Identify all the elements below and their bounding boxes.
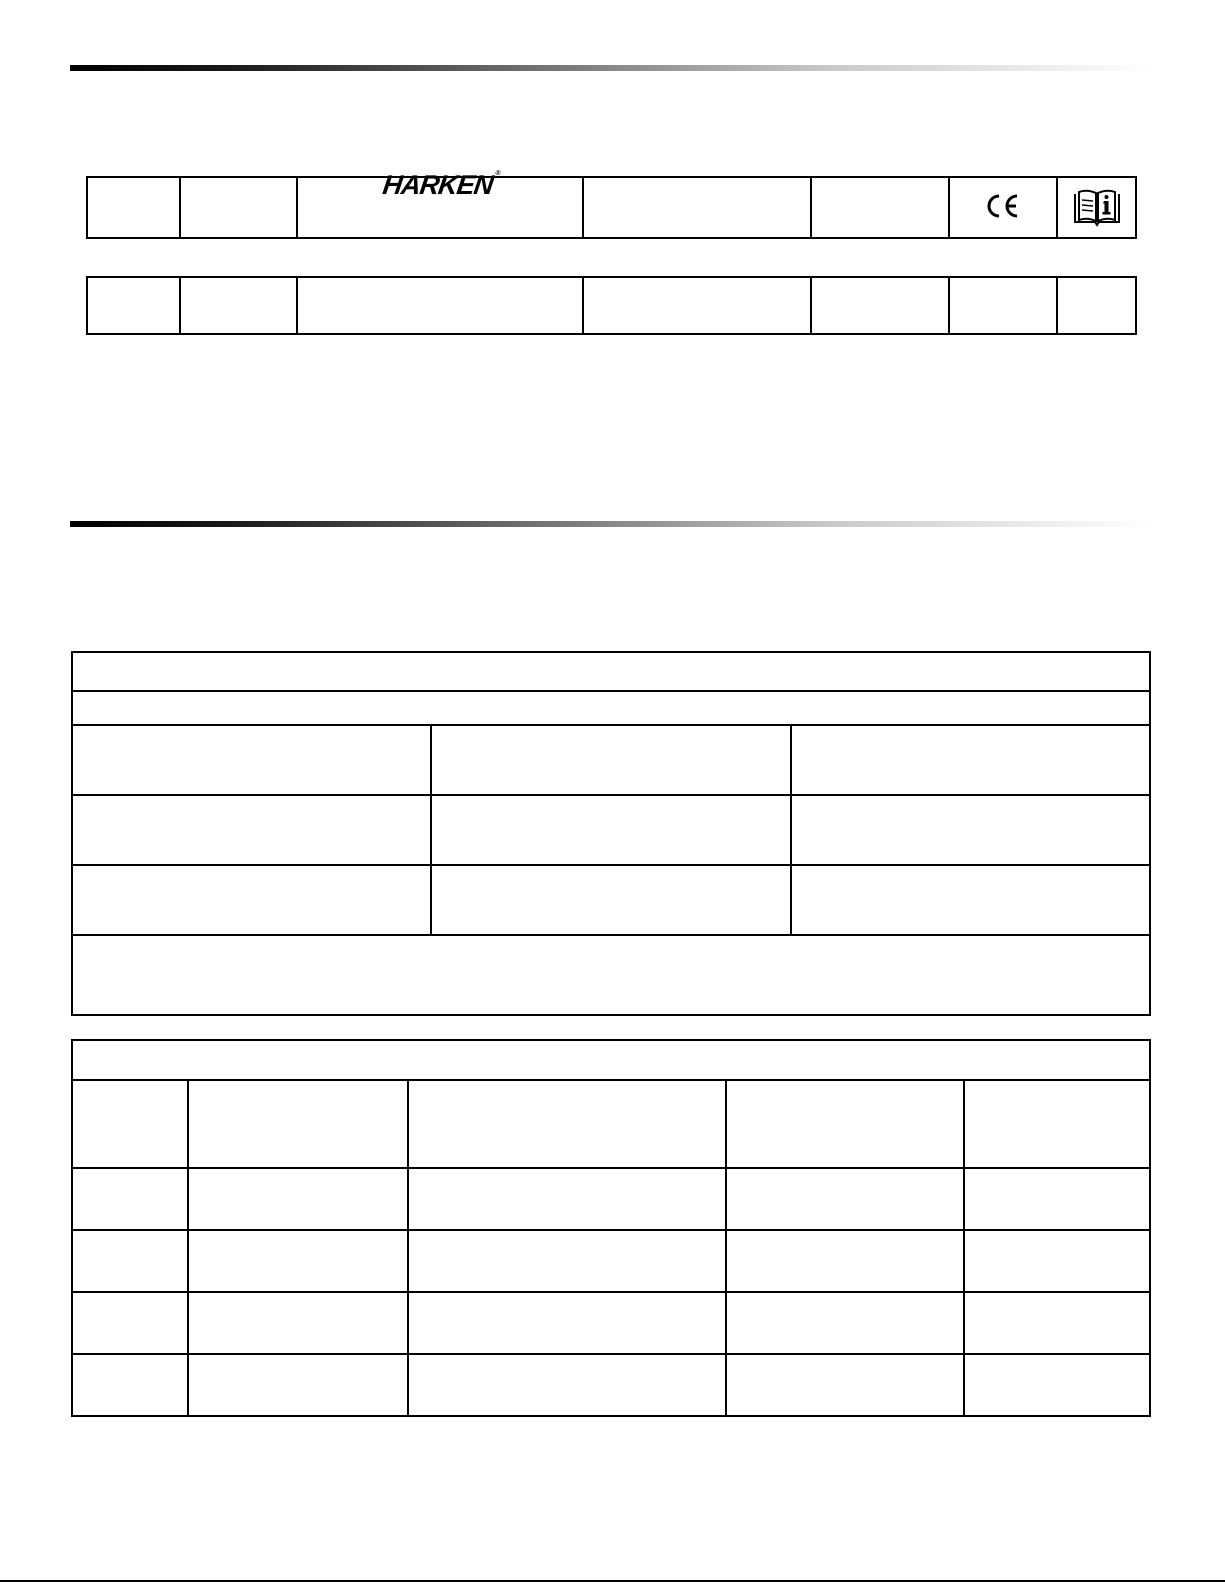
spec-cell [791, 865, 1150, 935]
parts-title-row [72, 1040, 1150, 1080]
info-cell-7 [1057, 277, 1136, 334]
parts-cell [188, 1354, 409, 1416]
spec-subtitle-row [72, 691, 1150, 725]
label-cell-2 [180, 177, 297, 238]
spec-cell [431, 725, 790, 795]
parts-header-cell [408, 1080, 725, 1168]
read-manual-icon [1071, 188, 1123, 228]
spec-title-row [72, 652, 1150, 691]
parts-cell [188, 1292, 409, 1354]
manual-icon-cell [1057, 177, 1136, 238]
spec-note-row [72, 935, 1150, 1015]
parts-cell [964, 1230, 1150, 1292]
label-cell-4 [583, 177, 811, 238]
harken-logo: HARKEN® [380, 170, 500, 200]
parts-cell [726, 1168, 964, 1230]
spec-cell [72, 725, 431, 795]
parts-table [71, 1039, 1151, 1417]
section-divider-middle [70, 521, 1150, 527]
label-cell-5 [811, 177, 949, 238]
info-cell-2 [180, 277, 297, 334]
spec-cell [431, 865, 790, 935]
parts-cell [72, 1354, 188, 1416]
spec-cell [431, 795, 790, 865]
parts-header-cell [726, 1080, 964, 1168]
parts-cell [188, 1168, 409, 1230]
ce-mark-cell [949, 177, 1057, 238]
parts-header-cell [964, 1080, 1150, 1168]
spec-cell [791, 795, 1150, 865]
product-info-table [86, 276, 1137, 335]
parts-header-cell [72, 1080, 188, 1168]
spec-cell [72, 865, 431, 935]
parts-cell [188, 1230, 409, 1292]
parts-cell [964, 1354, 1150, 1416]
info-cell-4 [583, 277, 811, 334]
specification-table [71, 651, 1151, 1016]
brand-logo-cell [297, 170, 583, 238]
info-cell-1 [87, 277, 180, 334]
parts-cell [964, 1168, 1150, 1230]
label-cell-1 [87, 177, 180, 238]
ce-mark-icon [983, 191, 1023, 221]
info-cell-5 [811, 277, 949, 334]
parts-cell [408, 1230, 725, 1292]
parts-cell [408, 1168, 725, 1230]
parts-cell [964, 1292, 1150, 1354]
info-cell-3 [297, 277, 583, 334]
info-cell-6 [949, 277, 1057, 334]
parts-cell [726, 1230, 964, 1292]
section-divider-top [70, 65, 1150, 71]
parts-cell [72, 1230, 188, 1292]
parts-cell [726, 1354, 964, 1416]
parts-header-cell [188, 1080, 409, 1168]
spec-cell [72, 795, 431, 865]
parts-cell [72, 1292, 188, 1354]
parts-cell [72, 1168, 188, 1230]
parts-cell [726, 1292, 964, 1354]
product-label-table [86, 170, 1137, 239]
spec-cell [791, 725, 1150, 795]
parts-cell [408, 1292, 725, 1354]
parts-cell [408, 1354, 725, 1416]
page-bottom-rule [0, 1580, 1225, 1582]
